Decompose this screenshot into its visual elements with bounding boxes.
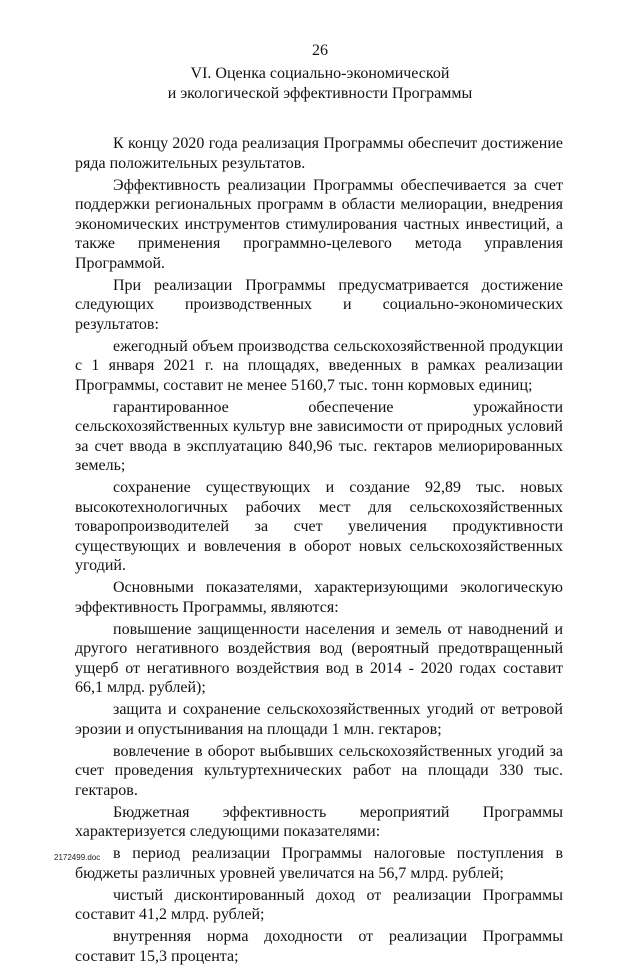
paragraph: в период реализации Программы налоговые поступления в бюджеты различных уровней увеличатся на 56,7 млрд. рублей; [75,845,563,882]
paragraph: вовлечение в оборот выбывших сельскохозяйственных угодий за счет проведения культуртехнических работ на площади 330 тыс. гектаров. [75,742,563,799]
paragraph: К концу 2020 года реализация Программы обеспечит достижение ряда положительных результатов. [75,135,563,172]
paragraph: гарантированное обеспечение урожайности сельскохозяйственных культур вне зависимости от природных условий за счет ввода в эксплуатацию 840,96 тыс. гектаров мелиорированных земель; [75,398,563,474]
section-heading-line-2: и экологической эффективности Программы [167,85,473,102]
paragraph: ежегодный объем производства сельскохозяйственной продукции с 1 января 2021 г. на площадях, введенных в рамках реализации Программы, составит не менее 5160,7 тыс. тонн кормовых единиц; [75,337,563,394]
paragraph: При реализации Программы предусматривается достижение следующих производственных и социально-экономических результатов: [75,276,563,333]
paragraph: Основными показателями, характеризующими экологическую эффективность Программы, являются: [75,579,563,616]
section-heading [0,64,640,104]
paragraph: повышение защищенности населения и земель от наводнений и другого негативного воздействия вод (вероятный предотвращенный ущерб от негативного воздействия вод в 2014 - 2020 годах составит 66,1 млрд. рублей); [75,620,563,696]
section-heading-line-1: VI. Оценка социально-экономической [190,65,450,82]
page-number: 26 [312,42,328,59]
paragraph: защита и сохранение сельскохозяйственных угодий от ветровой эрозии и опустынивания на площади 1 млн. гектаров; [75,701,563,738]
paragraph: Бюджетная эффективность мероприятий Программы характеризуется следующими показателями: [75,803,563,840]
paragraph: сохранение существующих и создание 92,89 тыс. новых высокотехнологичных рабочих мест для сельскохозяйственных товаропроизводителей за счет увеличения продуктивности существующих и вовлечения в оборот новых сельскохозяйственных угодий. [75,479,563,574]
paragraph: Эффективность реализации Программы обеспечивается за счет поддержки региональных программ в области мелиорации, внедрения экономических инструментов стимулирования частных инвестиций, а также применения программно-целевого метода управления Программой. [75,176,563,272]
body-text [75,134,563,969]
document-file-name: 2172499.doc [54,853,101,862]
paragraph: чистый дисконтированный доход от реализации Программы составит 41,2 млрд. рублей; [75,886,563,923]
paragraph: внутренняя норма доходности от реализации Программы составит 15,3 процента; [75,928,563,965]
